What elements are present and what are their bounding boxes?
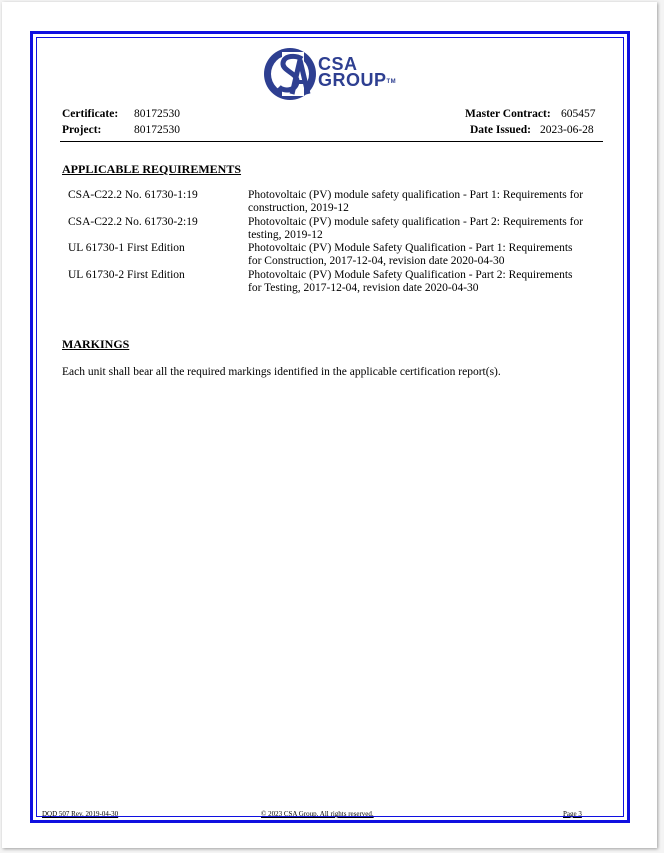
project-value: 80172530 [134,124,180,136]
date-issued-label: Date Issued: [470,124,532,136]
requirement-standard: UL 61730-2 First Edition [68,269,185,281]
master-contract-value: 605457 [561,108,596,120]
certificate-label: Certificate: [62,108,119,120]
master-contract-label: Master Contract: [465,108,551,120]
requirement-description-line: Photovoltaic (PV) module safety qualification - Part 1: Requirements for [248,189,584,201]
logo-text [318,56,396,88]
logo-tm: TM [386,79,397,85]
requirement-description-line: Photovoltaic (PV) Module Safety Qualification - Part 1: Requirements [248,242,573,254]
requirement-description [248,269,603,295]
footer-page-number: Page 3 [563,810,582,818]
markings-title: MARKINGS [62,337,130,351]
project-label: Project: [62,124,102,136]
requirement-description-line: construction, 2019-12 [248,202,349,214]
requirement-standard: UL 61730-1 First Edition [68,242,185,254]
requirement-description [248,216,603,242]
requirement-description [248,189,603,215]
requirement-standard: CSA-C22.2 No. 61730-1:19 [68,189,198,201]
markings-text: Each unit shall bear all the required markings identified in the applicable certification report(s). [62,366,501,378]
logo-line1: CSA [318,54,358,74]
header-rule [60,141,603,142]
footer-copyright: © 2023 CSA Group. All rights reserved. [261,810,374,818]
date-issued-value: 2023-06-28 [540,124,594,136]
requirement-description-line: for Testing, 2017-12-04, revision date 2020-04-30 [248,282,479,294]
inner-border [36,37,624,817]
requirement-description [248,242,603,268]
logo-line2-text: GROUP [318,70,387,90]
applicable-requirements-title: APPLICABLE REQUIREMENTS [62,162,242,176]
requirement-standard: CSA-C22.2 No. 61730-2:19 [68,216,198,228]
logo-line2 [318,72,396,88]
requirement-description-line: for Construction, 2017-12-04, revision date 2020-04-30 [248,255,505,267]
requirement-description-line: Photovoltaic (PV) module safety qualification - Part 2: Requirements for [248,216,584,228]
requirement-description-line: testing, 2019-12 [248,229,323,241]
footer-form-number: DQD 507 Rev. 2019-04-30 [42,810,119,818]
requirement-description-line: Photovoltaic (PV) Module Safety Qualification - Part 2: Requirements [248,269,573,281]
certificate-value: 80172530 [134,108,180,120]
